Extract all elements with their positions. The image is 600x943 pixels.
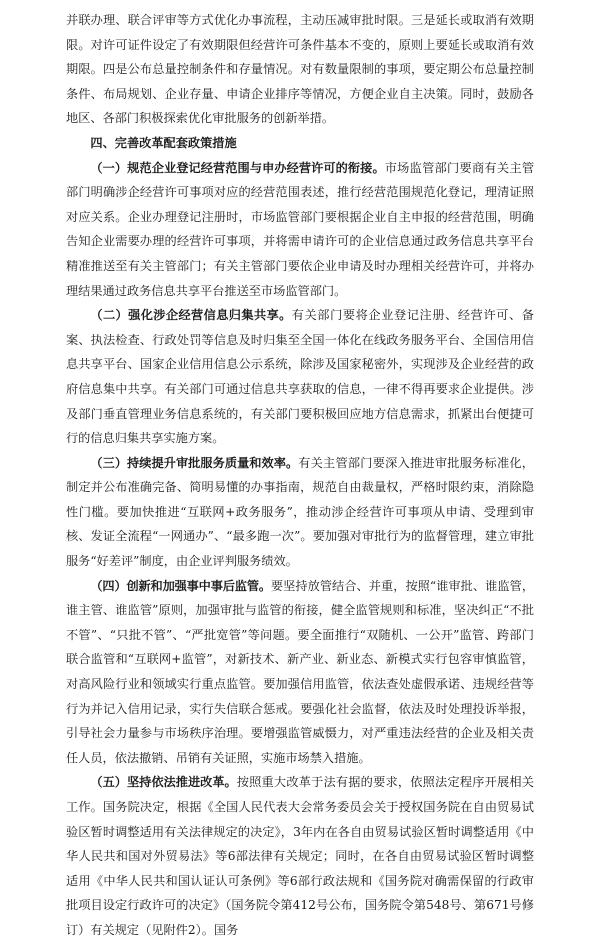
section-heading: [66, 131, 534, 156]
paragraph-lead: （四）创新和加强事中事后监管。: [90, 578, 271, 593]
paragraph-text: 要坚持放管结合、并重，按照“谁审批、谁监管，谁主管、谁监管”原则，加强审批与监管的衔接，健全监管规则和标准，坚决纠正“不批不管”、“只批不管”、“严批宽管”等问题。要全面推行“双随机、一公开”监管、跨部门联合监管和“互联网+监管”，对新技术、新产业、新业态、新模式实行包容审慎监管，对高风险行业和领域实行重点监管。要加强信用监管，依法查处虚假承诺、违规经营等行为并记入信用记录，实行失信联合惩戒。要强化社会监督，依法及时处理投诉举报，引导社会力量参与市场秩序治理。要增强监管威慑力，对严重违法经营的企业及相关责任人员，依法撤销、吊销有关证照，实施市场禁入措施。: [66, 578, 535, 765]
paragraph-text: 市场监管部门要商有关主管部门明确涉企经营许可事项对应的经营范围表述，推行经营范围规范化登记，理清证照对应关系。企业办理登记注册时，市场监管部门要根据企业自主申报的经营范围，明确告知企业需要办理的经营许可事项，并将需申请许可的企业信息通过政务信息共享平台精准推送至有关主管部门；有关主管部门要依企业申请及时办理相关经营许可，并将办理结果通过政务信息共享平台推送至市场监管部门。: [66, 160, 535, 298]
paragraph-text: 并联办理、联合评审等方式优化办事流程，主动压减审批时限。三是延长或取消有效期限。对许可证件设定了有效期限但经营许可条件基本不变的，原则上要延长或取消有效期限。四是公布总量控制条件和存量情况。对有数量限制的事项，要定期公布总量控制条件、布局规划、企业存量、申请企业排序等情况，方便企业自主决策。同时，鼓励各地区、各部门积极探索优化审批服务的创新举措。: [66, 13, 534, 126]
paragraph-lead: （二）强化涉企经营信息归集共享。: [90, 308, 292, 323]
section-heading-text: 四、完善改革配套政策措施: [90, 135, 237, 150]
paragraph-text: 有关主管部门要深入推进审批服务标准化，制定并公布准确完备、简明易懂的办事指南，规范自由裁量权，严格时限约束，消除隐性门槛。要加快推进“互联网+政务服务”，推动涉企经营许可事项从申请、受理到审核、发证全流程“一网通办”、“最多跑一次”。要加强对审批行为的监督管理，建立审批服务“好差评”制度，由企业评判服务绩效。: [66, 455, 534, 569]
paragraph-continuation: [66, 8, 534, 131]
paragraph-text: 有关部门要将企业登记注册、经营许可、备案、执法检查、行政处罚等信息及时归集至全国一体化在线政务服务平台、全国信用信息共享平台、国家企业信用信息公示系统，除涉及国家秘密外，实现涉及企业经营的政府信息集中共享。有关部门可通过信息共享获取的信息，一律不得再要求企业提供。涉及部门垂直管理业务信息系统的，有关部门要积极回应地方信息需求，抓紧出台便捷可行的信息归集共享实施方案。: [66, 308, 534, 446]
paragraph-item-4: [66, 574, 534, 771]
paragraph-item-2: [66, 303, 534, 451]
paragraph-lead: （三）持续提升审批服务质量和效率。: [90, 455, 299, 470]
paragraph-lead: （一）规范企业登记经营范围与申办经营许可的衔接。: [90, 160, 385, 175]
paragraph-lead: （五）坚持依法推进改革。: [90, 775, 237, 790]
paragraph-item-3: [66, 451, 534, 574]
paragraph-text: 按照重大改革于法有据的要求，依照法定程序开展相关工作。国务院决定，根据《全国人民代表大会常务委员会关于授权国务院在自由贸易试验区暂时调整适用有关法律规定的决定》，3年内在各自由贸易试验区暂时调整适用《中华人民共和国对外贸易法》等6部法律有关规定；同时，在各自由贸易试验区暂时调整适用《中华人民共和国认证认可条例》等6部行政法规和《国务院对确需保留的行政审批项目设定行政许可的决定》（国务院令第412号公布，国务院令第548号、第671号修订）有关规定（见附件2）。国务: [66, 775, 534, 937]
paragraph-item-1: [66, 156, 534, 304]
paragraph-item-5: [66, 770, 534, 942]
